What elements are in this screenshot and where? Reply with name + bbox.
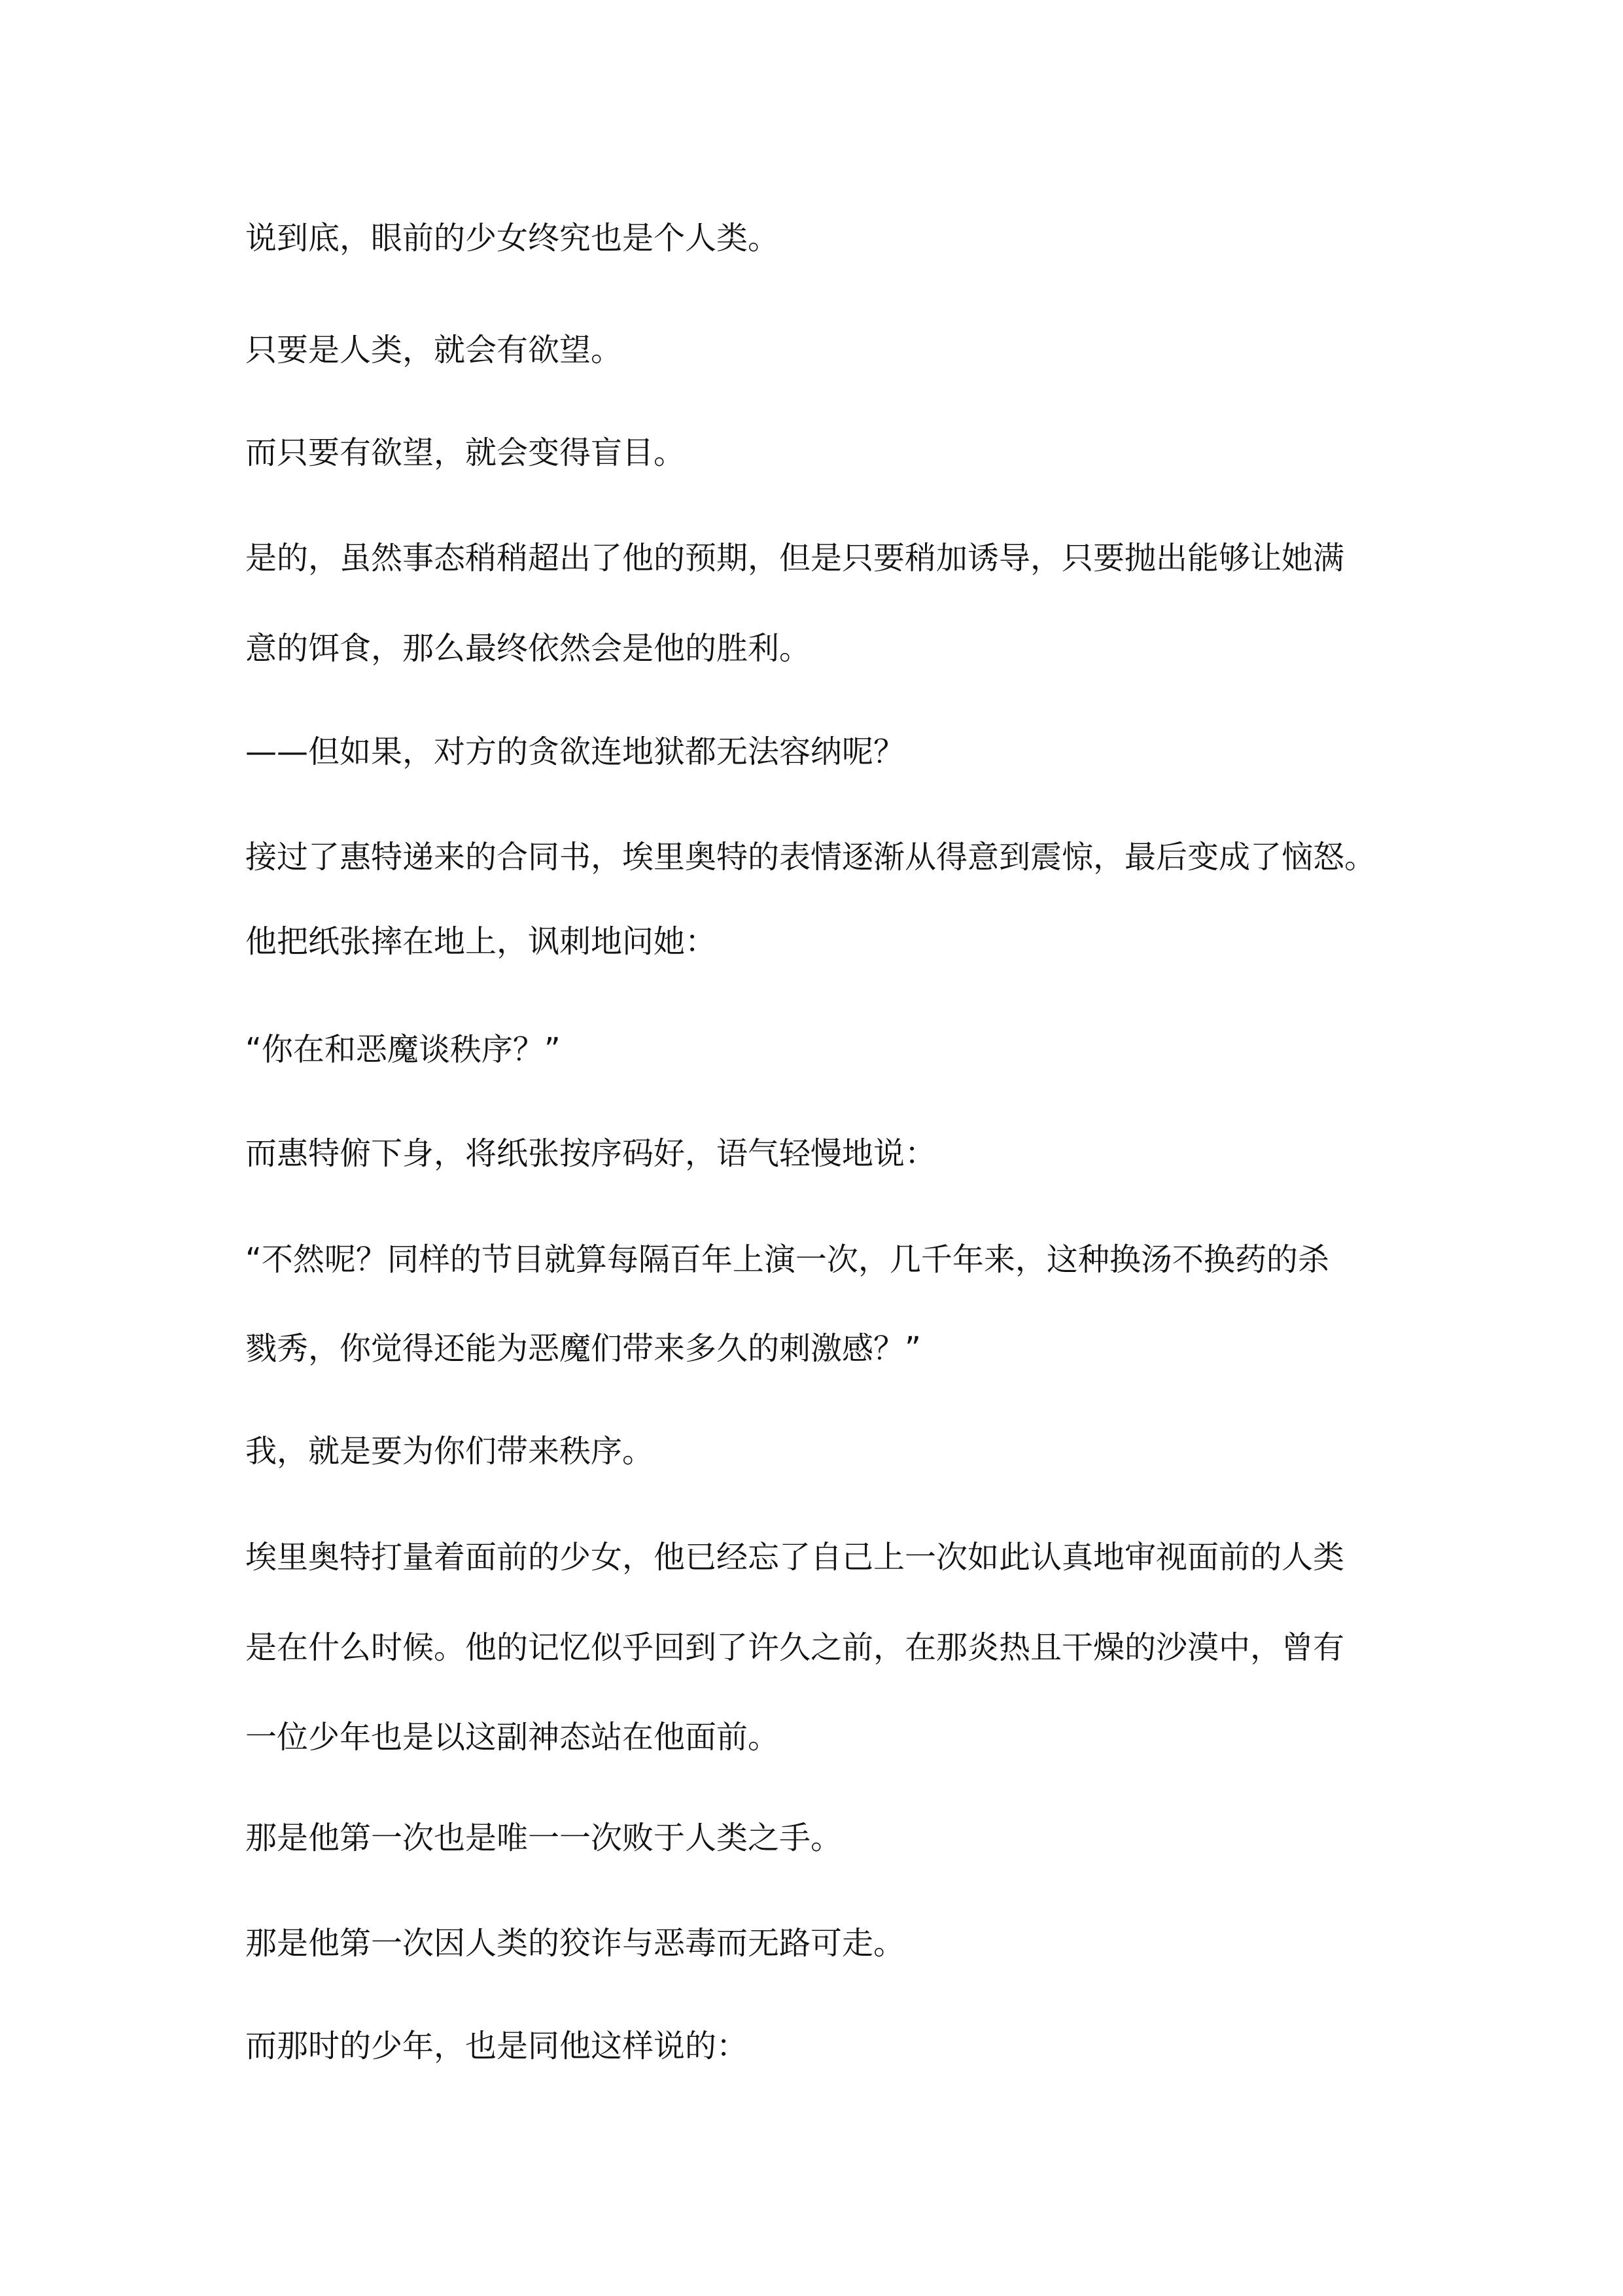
text-line: 而那时的少年，也是同他这样说的： bbox=[245, 2028, 748, 2064]
text-line: “你在和恶魔谈秩序？” bbox=[245, 1031, 561, 1068]
text-line: 意的饵食，那么最终依然会是他的胜利。 bbox=[245, 630, 811, 667]
text-line: 戮秀，你觉得还能为恶魔们带来多久的刺激感？” bbox=[245, 1330, 921, 1367]
text-line: 是在什么时候。他的记忆似乎回到了许久之前，在那炎热且干燥的沙漠中，曾有 bbox=[245, 1629, 1345, 1666]
text-line: 说到底，眼前的少女终究也是个人类。 bbox=[245, 220, 780, 256]
text-line: 他把纸张摔在地上，讽刺地问她： bbox=[245, 923, 717, 960]
text-line: 那是他第一次也是唯一一次败于人类之手。 bbox=[245, 1820, 843, 1856]
text-line: 我，就是要为你们带来秩序。 bbox=[245, 1433, 654, 1470]
text-line: 一位少年也是以这副神态站在他面前。 bbox=[245, 1719, 780, 1756]
text-line: 接过了惠特递来的合同书，埃里奥特的表情逐渐从得意到震惊，最后变成了恼怒。 bbox=[245, 839, 1376, 875]
text-line: 埃里奥特打量着面前的少女，他已经忘了自己上一次如此认真地审视面前的人类 bbox=[245, 1539, 1345, 1576]
text-line: 而只要有欲望，就会变得盲目。 bbox=[245, 434, 686, 471]
text-line: 是的，虽然事态稍稍超出了他的预期，但是只要稍加诱导，只要抛出能够让她满 bbox=[245, 540, 1345, 576]
text-line: 那是他第一次因人类的狡诈与恶毒而无路可走。 bbox=[245, 1925, 905, 1962]
text-line: “不然呢？同样的节目就算每隔百年上演一次，几千年来，这种换汤不换药的杀 bbox=[245, 1241, 1329, 1278]
text-line: 只要是人类，就会有欲望。 bbox=[245, 332, 623, 368]
text-line: ——但如果，对方的贪欲连地狱都无法容纳呢？ bbox=[245, 733, 905, 770]
text-line: 而惠特俯下身，将纸张按序码好，语气轻慢地说： bbox=[245, 1135, 937, 1172]
